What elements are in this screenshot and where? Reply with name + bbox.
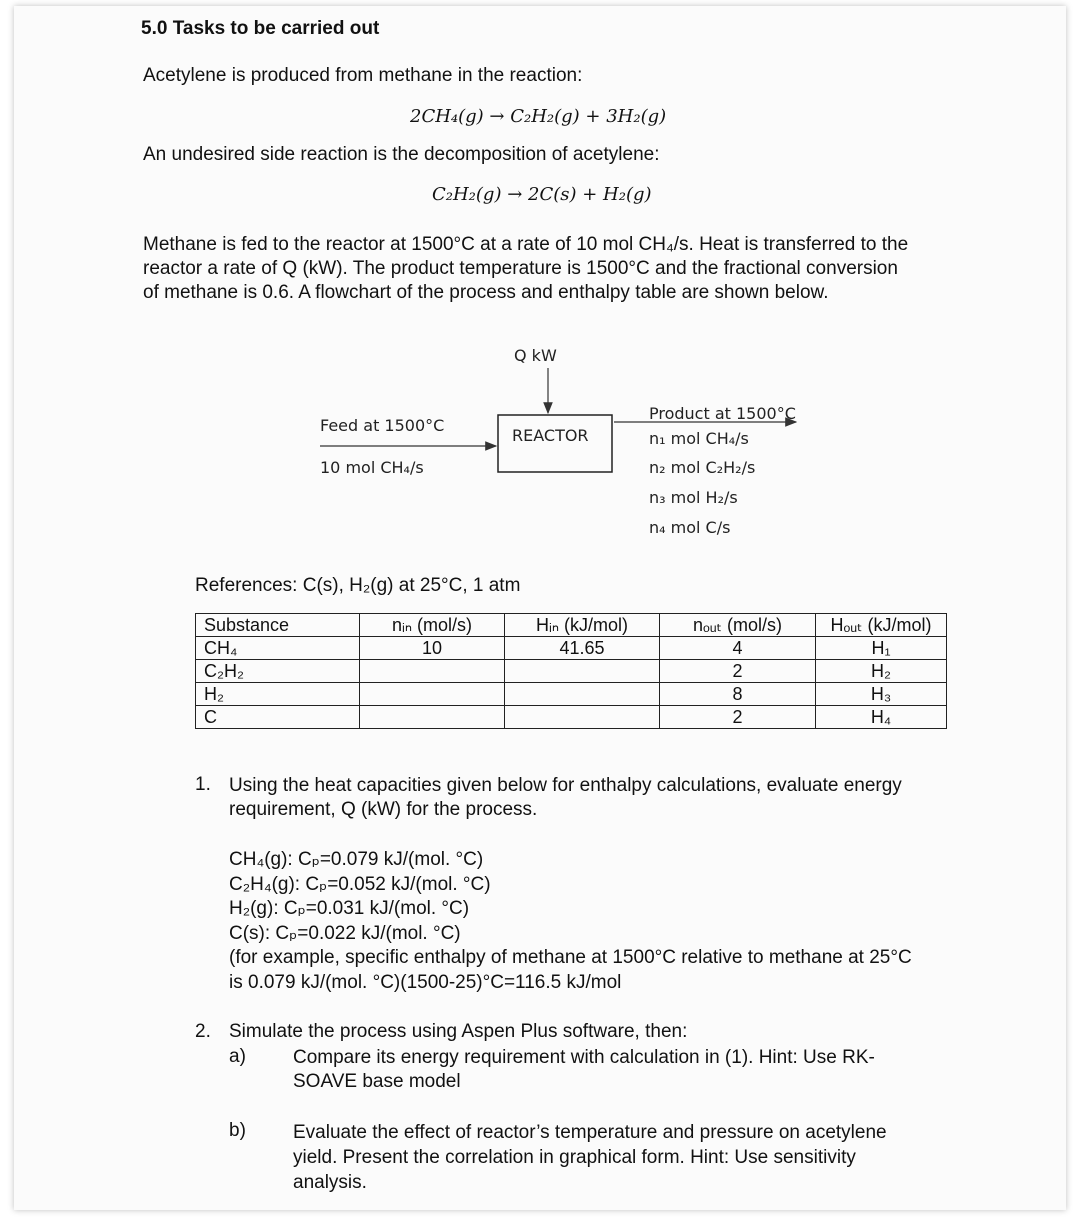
- task-2a-line: Compare its energy requirement with calculation in (1). Hint: Use RK-: [293, 1047, 875, 1068]
- task-1-line: requirement, Q (kW) for the process.: [229, 799, 538, 820]
- feed-label: Feed at 1500°C: [320, 416, 445, 435]
- table-cell: [505, 660, 660, 683]
- task-2b-label: b): [229, 1120, 246, 1141]
- table-cell: 4: [660, 637, 816, 660]
- heat-capacity-item: H₂(g): Cₚ=0.031 kJ/(mol. °C): [229, 898, 470, 919]
- flowchart-diagram: [0, 0, 1080, 600]
- table-header: Substance: [196, 614, 360, 637]
- heat-capacity-item: CH₄(g): Cₚ=0.079 kJ/(mol. °C): [229, 849, 484, 870]
- enthalpy-table: [195, 613, 947, 729]
- table-cell: [505, 706, 660, 729]
- references-text: References: C(s), H₂(g) at 25°C, 1 atm: [195, 575, 521, 596]
- table-header: Hₒᵤₜ (kJ/mol): [816, 614, 947, 637]
- heat-capacity-list: [229, 848, 912, 995]
- reaction-equation-1: 2CH₄(g) → C₂H₂(g) + 3H₂(g): [410, 106, 667, 127]
- table-cell: [505, 683, 660, 706]
- task-2-number: 2.: [195, 1021, 211, 1042]
- task-2b-line: Evaluate the effect of reactor’s temperature and pressure on acetylene: [293, 1122, 887, 1143]
- product-stream-n1: n₁ mol CH₄/s: [649, 429, 749, 448]
- task-2a-text: [293, 1046, 875, 1094]
- table-cell: H₂: [196, 683, 360, 706]
- task-2a-label: a): [229, 1046, 246, 1067]
- table-cell: CH₄: [196, 637, 360, 660]
- table-cell: H₃: [816, 683, 947, 706]
- task-1-number: 1.: [195, 774, 211, 795]
- task-2b-line: analysis.: [293, 1172, 367, 1193]
- task-2-text: Simulate the process using Aspen Plus software, then:: [229, 1021, 688, 1042]
- product-stream-n3: n₃ mol H₂/s: [649, 488, 738, 507]
- table-cell: H₁: [816, 637, 947, 660]
- reactor-label: REACTOR: [512, 426, 589, 445]
- side-reaction-intro: An undesired side reaction is the decomposition of acetylene:: [143, 144, 660, 165]
- heat-label: Q kW: [514, 346, 557, 365]
- task-2a-line: SOAVE base model: [293, 1071, 461, 1092]
- table-row: [196, 660, 947, 683]
- table-cell: 10: [360, 637, 505, 660]
- table-cell: H₂: [816, 660, 947, 683]
- product-stream-n4: n₄ mol C/s: [649, 518, 731, 537]
- table-cell: [360, 683, 505, 706]
- product-stream-n2: n₂ mol C₂H₂/s: [649, 458, 756, 477]
- task-2b-line: yield. Present the correlation in graphical form. Hint: Use sensitivity: [293, 1147, 856, 1168]
- table-cell: 41.65: [505, 637, 660, 660]
- product-label: Product at 1500°C: [649, 404, 796, 423]
- task-2b-text: [293, 1120, 887, 1195]
- section-title: 5.0 Tasks to be carried out: [141, 18, 380, 39]
- table-cell: 8: [660, 683, 816, 706]
- table-cell: C: [196, 706, 360, 729]
- intro-text: Acetylene is produced from methane in the reaction:: [143, 65, 583, 86]
- table-row: [196, 683, 947, 706]
- reaction-equation-2: C₂H₂(g) → 2C(s) + H₂(g): [432, 184, 652, 205]
- description-line: Methane is fed to the reactor at 1500°C at a rate of 10 mol CH₄/s. Heat is transferred to the: [143, 234, 909, 255]
- task-1-line: Using the heat capacities given below for enthalpy calculations, evaluate energy: [229, 775, 902, 796]
- heat-capacity-note: is 0.079 kJ/(mol. °C)(1500-25)°C=116.5 kJ/mol: [229, 971, 622, 993]
- description-line: of methane is 0.6. A flowchart of the process and enthalpy table are shown below.: [143, 282, 829, 303]
- table-cell: 2: [660, 706, 816, 729]
- table-cell: [360, 706, 505, 729]
- table-cell: [360, 660, 505, 683]
- table-cell: C₂H₂: [196, 660, 360, 683]
- table-header: nₒᵤₜ (mol/s): [660, 614, 816, 637]
- table-cell: 2: [660, 660, 816, 683]
- table-header: nᵢₙ (mol/s): [360, 614, 505, 637]
- feed-rate-label: 10 mol CH₄/s: [320, 458, 424, 477]
- table-row: [196, 637, 947, 660]
- heat-capacity-item: C₂H₄(g): Cₚ=0.052 kJ/(mol. °C): [229, 873, 491, 895]
- table-header-row: [196, 614, 947, 637]
- table-row: [196, 706, 947, 729]
- task-1-text: [229, 774, 902, 822]
- table-cell: H₄: [816, 706, 947, 729]
- description-line: reactor a rate of Q (kW). The product temperature is 1500°C and the fractional conversion: [143, 258, 898, 279]
- table-header: Hᵢₙ (kJ/mol): [505, 614, 660, 637]
- heat-capacity-note: (for example, specific enthalpy of methane at 1500°C relative to methane at 25°C: [229, 947, 912, 968]
- heat-capacity-item: C(s): Cₚ=0.022 kJ/(mol. °C): [229, 922, 461, 944]
